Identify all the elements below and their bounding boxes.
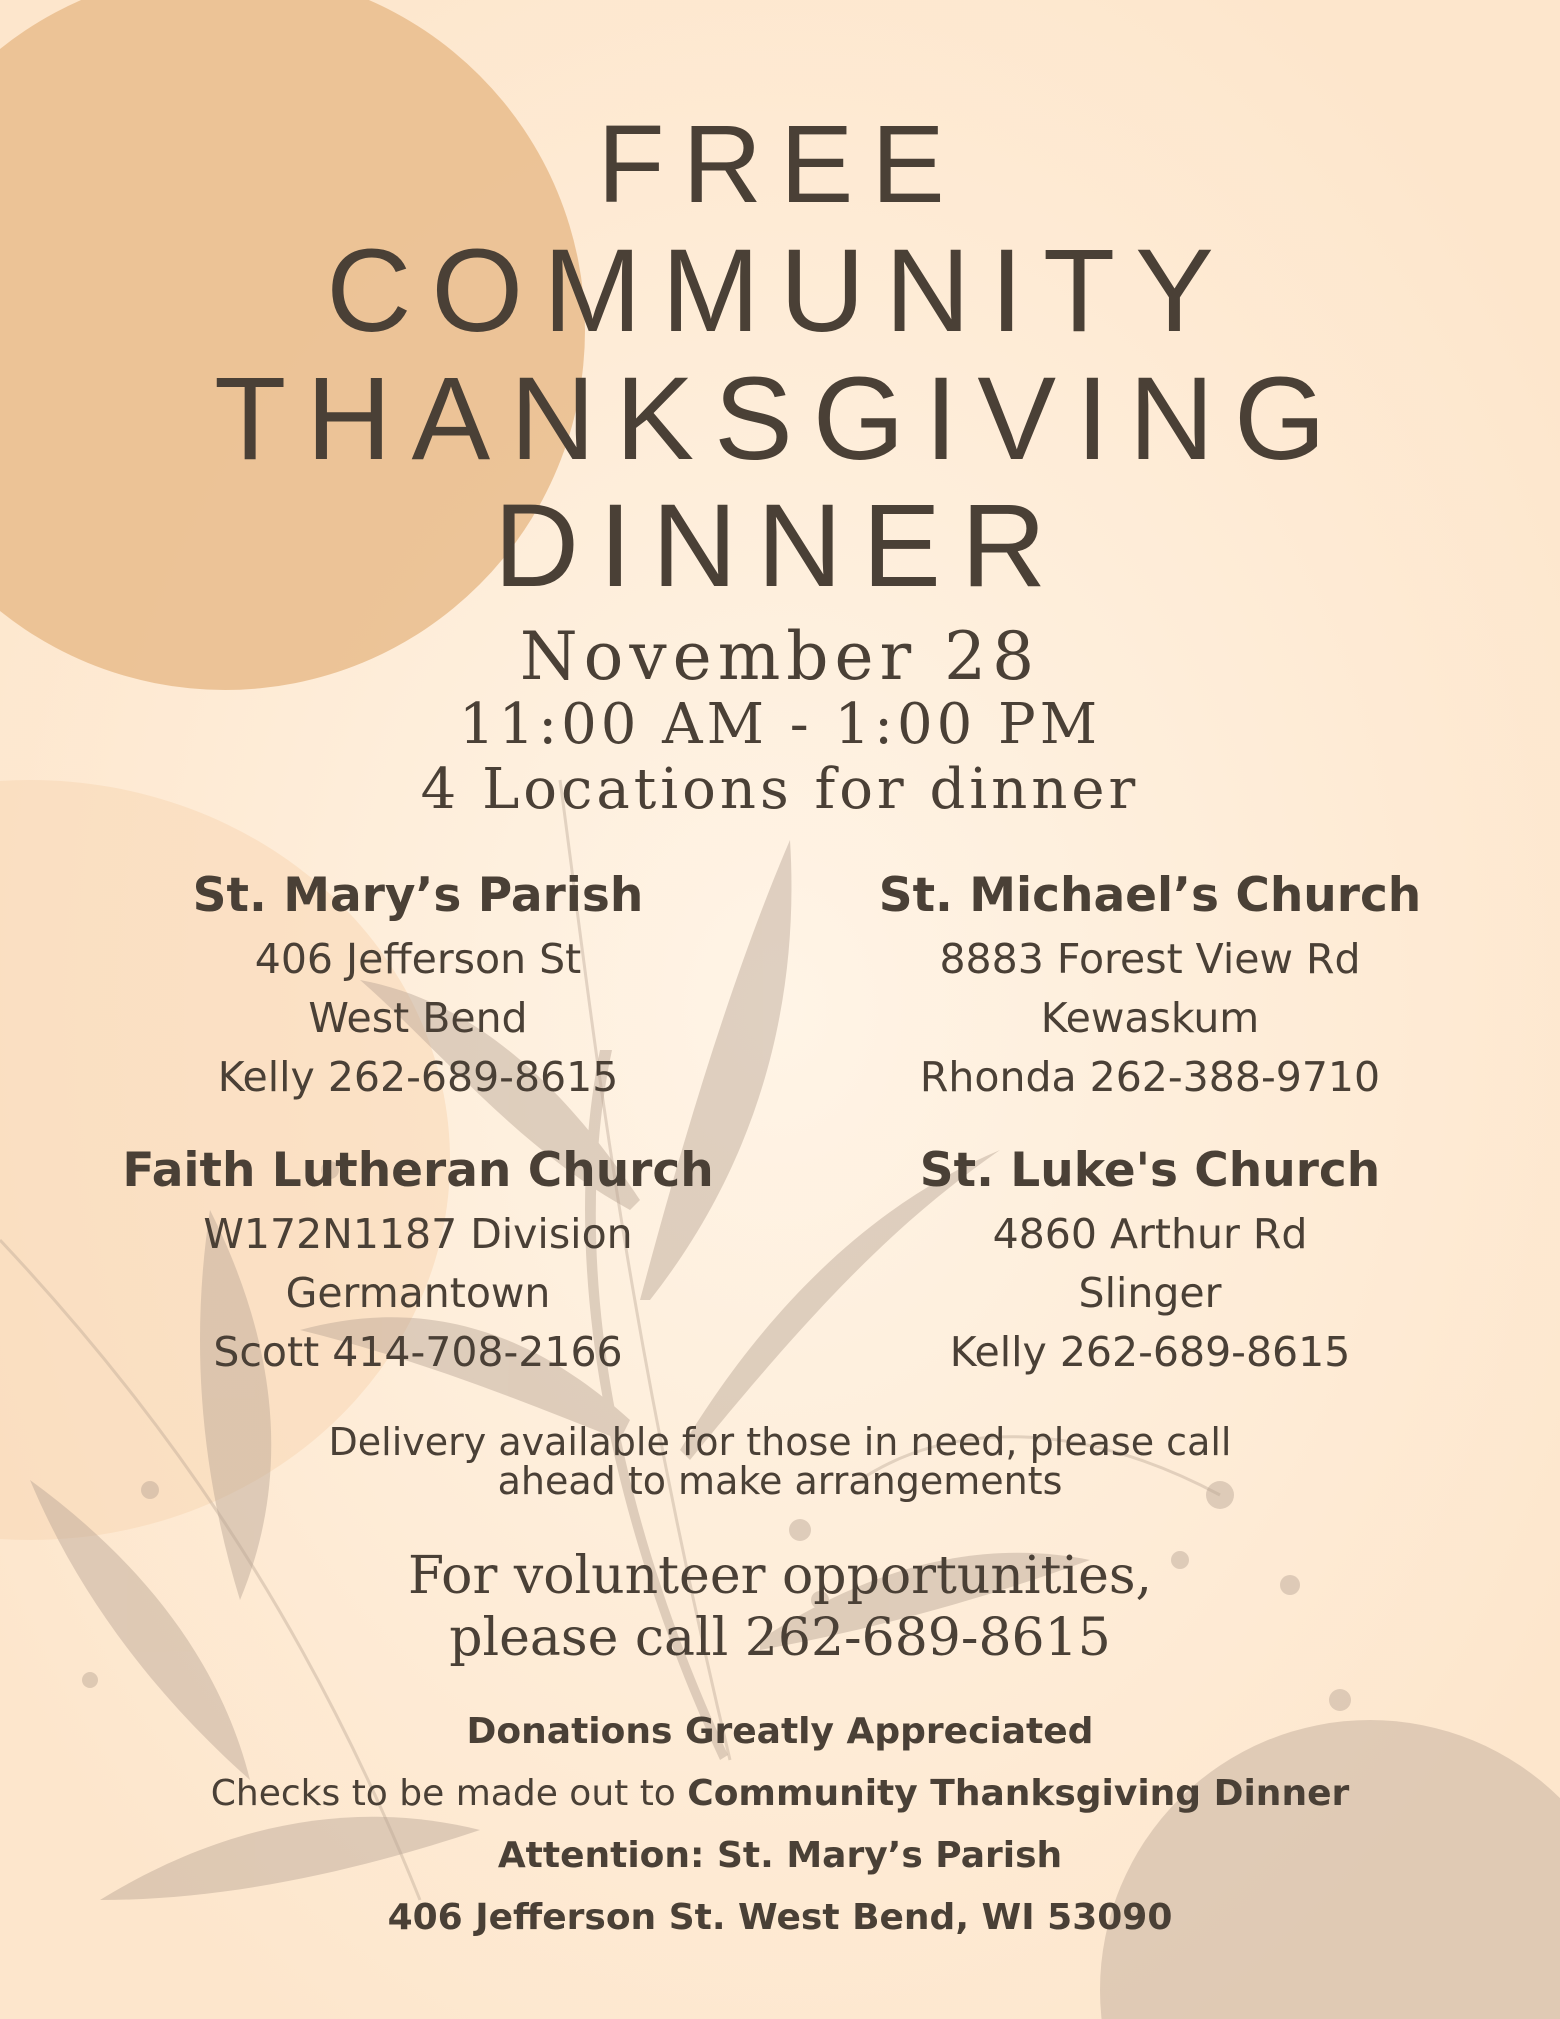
donations-address: 406 Jefferson St. West Bend, WI 53090 (387, 1897, 1173, 1938)
location-address: 4860 Arthur Rd (992, 1210, 1308, 1258)
location-address: W172N1187 Division (203, 1210, 633, 1258)
location-contact: Scott 414-708-2166 (213, 1328, 623, 1376)
title-line-1: FREE (597, 103, 963, 226)
location-name: Faith Lutheran Church (122, 1143, 714, 1198)
location-city: Germantown (285, 1269, 551, 1317)
location-city: Slinger (1078, 1269, 1222, 1317)
delivery-line-2: ahead to make arrangements (497, 1459, 1063, 1503)
location-city: Kewaskum (1040, 994, 1260, 1042)
donations-checks (0, 1773, 1560, 1814)
title-line-4: DINNER (493, 480, 1067, 612)
location-name: St. Michael’s Church (878, 868, 1422, 923)
delivery-note (0, 1420, 1560, 1503)
volunteer-line-2: please call 262-689-8615 (449, 1608, 1111, 1668)
checks-prefix: Checks to be made out to (210, 1773, 688, 1814)
volunteer-note (0, 1545, 1560, 1669)
checks-payee: Community Thanksgiving Dinner (687, 1773, 1350, 1814)
location-name: St. Luke's Church (919, 1143, 1381, 1198)
delivery-line-1: Delivery available for those in need, please call (328, 1420, 1232, 1464)
event-time: 11:00 AM - 1:00 PM (458, 692, 1102, 757)
location-contact: Kelly 262-689-8615 (949, 1328, 1351, 1376)
location-st-michaels (800, 868, 1500, 1107)
location-address: 406 Jefferson St (254, 935, 582, 983)
location-name: St. Mary’s Parish (192, 868, 644, 923)
location-contact: Kelly 262-689-8615 (217, 1053, 619, 1101)
locations-count: 4 Locations for dinner (420, 757, 1140, 822)
donations-heading: Donations Greatly Appreciated (466, 1711, 1094, 1752)
location-faith-lutheran (68, 1143, 768, 1382)
title-line-3: THANKSGIVING (214, 353, 1346, 485)
donations-attention: Attention: St. Mary’s Parish (497, 1835, 1063, 1876)
location-address: 8883 Forest View Rd (939, 935, 1361, 983)
title-line-2: COMMUNITY (326, 225, 1234, 357)
event-date: November 28 (519, 618, 1041, 695)
location-st-marys (68, 868, 768, 1107)
volunteer-line-1: For volunteer opportunities, (407, 1546, 1153, 1606)
location-st-lukes (800, 1143, 1500, 1382)
location-contact: Rhonda 262-388-9710 (919, 1053, 1381, 1101)
location-city: West Bend (308, 994, 528, 1042)
